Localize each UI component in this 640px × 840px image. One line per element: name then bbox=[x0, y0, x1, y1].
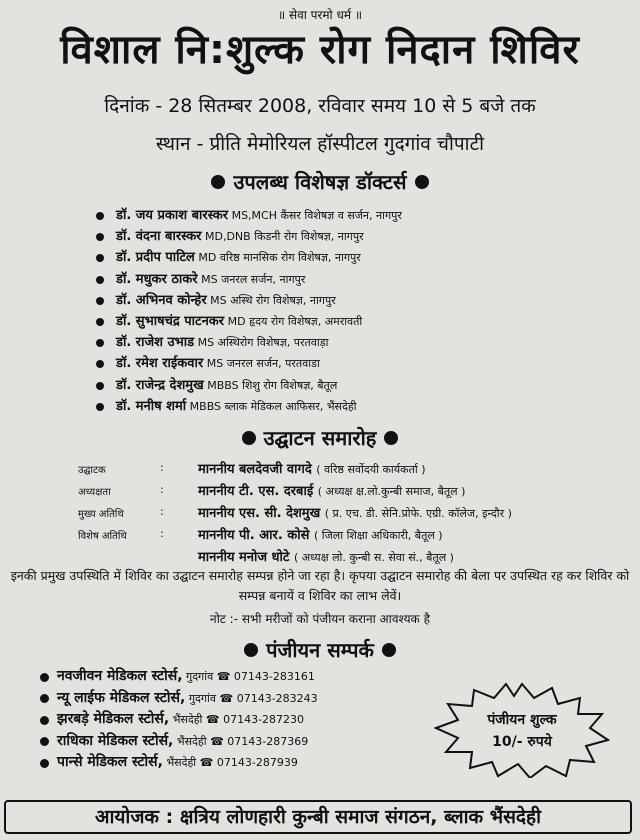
registration-note: नोट :- सभी मरीजों को पंजीयन कराना आवश्यक है bbox=[210, 612, 430, 626]
guest-name-text: माननीय बलदेवजी वागदे bbox=[198, 462, 312, 477]
guest-name bbox=[198, 481, 465, 499]
invitation-paragraph: इनकी प्रमुख उपस्थिति में शिविर का उद्घाटन समारोह सम्पन्न होने जा रहा है। कृपया उद्घाटन समारोह की बेला पर उपस्थित रह कर शिविर को सम्पन्न बनायें व शिविर का लाभ लेवें। bbox=[10, 568, 630, 603]
guest-role: मुख्य अतिथि bbox=[78, 509, 124, 520]
guest-row bbox=[78, 546, 638, 568]
guest-row bbox=[78, 524, 638, 546]
doctor-name: डॉ. जय प्रकाश बारस्कर bbox=[116, 208, 229, 223]
store-place: भैंसदेही bbox=[166, 756, 197, 769]
bullet-icon bbox=[382, 643, 396, 657]
bullet-icon bbox=[96, 339, 104, 347]
doctor-name: डॉ. मधुकर ठाकरे bbox=[116, 271, 198, 287]
store-phone: 07143-287369 bbox=[227, 734, 309, 748]
registration-heading bbox=[0, 636, 640, 663]
store-place: गुदगांव bbox=[188, 691, 217, 705]
guest-row bbox=[78, 480, 638, 502]
bullet-icon bbox=[96, 382, 104, 390]
guest-role: विशेष अतिथि bbox=[78, 531, 127, 542]
bullet-icon bbox=[96, 403, 104, 411]
date-line: दिनांक - 28 सितम्बर 2008, रविवार समय 10 से 5 बजे तक bbox=[104, 95, 536, 117]
guest-name-text: माननीय पी. आर. कोसे bbox=[198, 528, 310, 543]
doctor-detail: MS अस्थिरोग विशेषज्ञ, परतवाड़ा bbox=[197, 336, 329, 350]
store-place: भैंसदेही bbox=[176, 734, 207, 748]
store-list bbox=[40, 666, 460, 774]
doctor-item bbox=[96, 332, 636, 353]
poster-title: विशाल नि:शुल्क रोग निदान शिविर bbox=[60, 27, 580, 73]
doctor-name: डॉ. सुभाषचंद्र पाटनकर bbox=[116, 313, 225, 329]
bullet-icon bbox=[40, 694, 49, 703]
fee-badge bbox=[434, 682, 610, 778]
store-item bbox=[40, 688, 460, 710]
store-item bbox=[40, 752, 460, 774]
store-item bbox=[40, 709, 460, 731]
doctor-item bbox=[96, 247, 636, 268]
bullet-icon bbox=[415, 175, 429, 189]
phone-icon: ☎ bbox=[219, 691, 234, 705]
inauguration-heading bbox=[0, 424, 640, 451]
doctor-detail: MD,DNB किडनी रोग विशेषज्ञ, नागपुर bbox=[205, 230, 364, 244]
store-place: गुदगांव bbox=[186, 670, 214, 683]
doctor-item bbox=[96, 226, 636, 247]
inauguration-list bbox=[78, 458, 638, 568]
guest-row bbox=[78, 502, 638, 524]
store-place: भैंसदेही bbox=[172, 713, 203, 726]
phone-icon: ☎ bbox=[210, 734, 224, 748]
doctor-item bbox=[96, 375, 636, 396]
store-name: झरबड़े मेडिकल स्टोर्स, bbox=[57, 711, 170, 727]
bullet-icon bbox=[96, 254, 104, 262]
guest-detail: ( जिला शिक्षा अधिकारी, बैतूल ) bbox=[313, 529, 443, 542]
doctor-detail: MD वरिष्ठ मानसिक रोग विशेषज्ञ, नागपुर bbox=[198, 251, 361, 265]
store-phone: 07143-287939 bbox=[216, 756, 298, 769]
bullet-icon bbox=[242, 431, 256, 445]
guest-name-text: माननीय एस. सी. देशमुख bbox=[198, 506, 321, 521]
fee-amount: 10/- रुपये bbox=[492, 734, 552, 750]
bullet-icon bbox=[96, 276, 104, 284]
guest-detail: ( प्र. एच. डी. सेनि.प्रोफे. एग्री. कॉलेज, इन्दौर ) bbox=[324, 507, 512, 520]
guest-role: उद्घाटक bbox=[78, 465, 106, 476]
phone-icon: ☎ bbox=[216, 670, 231, 683]
doctor-detail: MBBS शिशु रोग विशेषज्ञ, बैतूल bbox=[207, 378, 338, 392]
store-item bbox=[40, 666, 460, 688]
doctor-item bbox=[96, 396, 636, 417]
doctor-name: डॉ. रमेश राईकवार bbox=[116, 356, 204, 372]
bullet-icon bbox=[96, 212, 104, 220]
store-name: नवजीवन मेडिकल स्टोर्स, bbox=[57, 668, 183, 684]
guest-name bbox=[198, 547, 454, 565]
venue-line: स्थान - प्रीति मेमोरियल हॉस्पीटल गुदगांव चौपाटी bbox=[155, 133, 485, 155]
guest-name-text: माननीय मनोज धोटे bbox=[198, 550, 290, 565]
colon: : bbox=[160, 527, 164, 540]
doctor-detail: MS,MCH कैंसर विशेषज्ञ व सर्जन, नागपुर bbox=[231, 209, 402, 222]
doctor-name: डॉ. अभिनव कोन्हेर bbox=[116, 292, 207, 308]
bullet-icon bbox=[40, 759, 49, 768]
doctor-name: डॉ. मनीष शर्मा bbox=[116, 398, 187, 414]
inauguration-heading-text: उद्घाटन समारोह bbox=[263, 426, 377, 450]
doctor-name: डॉ. वंदना बारस्कर bbox=[116, 229, 202, 245]
bullet-icon bbox=[384, 431, 398, 445]
fee-label: पंजीयन शुल्क bbox=[487, 712, 557, 728]
guest-detail: ( वरिष्ठ सर्वोदयी कार्यकर्ता ) bbox=[316, 463, 426, 476]
doctor-detail: MS जनरल सर्जन, परतवाडा bbox=[206, 357, 320, 371]
registration-heading-text: पंजीयन सम्पर्क bbox=[266, 638, 374, 662]
doctor-item bbox=[96, 205, 636, 226]
colon: : bbox=[160, 461, 164, 474]
bullet-icon bbox=[40, 716, 49, 725]
guest-detail: ( अध्यक्ष क्ष.लो.कुन्बी समाज, बैतूल ) bbox=[317, 485, 466, 498]
bullet-icon bbox=[96, 297, 104, 305]
guest-name bbox=[198, 459, 426, 477]
phone-icon: ☎ bbox=[199, 756, 214, 769]
colon: : bbox=[160, 483, 164, 496]
doctor-item bbox=[96, 290, 636, 311]
guest-name-text: माननीय टी. एस. दरबाई bbox=[198, 484, 314, 499]
colon: : bbox=[160, 505, 164, 518]
bullet-icon bbox=[40, 673, 49, 682]
guest-name bbox=[198, 503, 512, 521]
store-phone: 07143-283243 bbox=[236, 691, 318, 705]
doctor-name: डॉ. राजेश उभाड bbox=[116, 335, 195, 351]
doctor-list bbox=[96, 205, 636, 417]
bullet-icon bbox=[244, 643, 258, 657]
bullet-icon bbox=[96, 233, 104, 241]
doctor-item bbox=[96, 311, 636, 332]
motto: ॥ सेवा परमो धर्म ॥ bbox=[277, 8, 363, 22]
guest-detail: ( अध्यक्ष लो. कुन्बी स. सेवा सं., बैतूल ) bbox=[293, 551, 454, 564]
doctor-item bbox=[96, 353, 636, 374]
store-name: न्यू लाईफ मेडिकल स्टोर्स, bbox=[57, 689, 186, 706]
phone-icon: ☎ bbox=[205, 713, 220, 726]
doctor-item bbox=[96, 269, 636, 290]
doctors-heading-text: उपलब्ध विशेषज्ञ डॉक्टर्स bbox=[233, 170, 407, 194]
guest-role: अध्यक्षता bbox=[78, 487, 111, 498]
store-name: राधिका मेडिकल स्टोर्स, bbox=[57, 732, 174, 749]
bullet-icon bbox=[211, 175, 225, 189]
bullet-icon bbox=[40, 737, 49, 746]
doctor-detail: MD हृदय रोग विशेषज्ञ, अमरावती bbox=[227, 314, 363, 328]
doctor-name: डॉ. प्रदीप पाटिल bbox=[116, 250, 195, 266]
organizer-banner: आयोजक : क्षत्रिय लोणहारी कुन्बी समाज संगठन, ब्लाक भैंसदेही bbox=[4, 800, 632, 834]
doctors-heading bbox=[0, 168, 640, 195]
guest-row bbox=[78, 458, 638, 480]
doctor-name: डॉ. राजेन्द्र देशमुख bbox=[116, 377, 204, 393]
guest-name bbox=[198, 525, 443, 543]
starburst-icon bbox=[434, 682, 610, 778]
doctor-detail: MS जनरल सर्जन, नागपुर bbox=[201, 272, 306, 286]
bullet-icon bbox=[96, 318, 104, 326]
doctor-detail: MS अस्थि रोग विशेषज्ञ, नागपुर bbox=[210, 293, 336, 307]
doctor-detail: MBBS ब्लाक मेडिकल आफिसर, भैंसदेही bbox=[189, 399, 357, 413]
store-phone: 07143-287230 bbox=[223, 713, 305, 726]
store-item bbox=[40, 731, 460, 753]
store-phone: 07143-283161 bbox=[233, 670, 315, 683]
store-name: पान्से मेडिकल स्टोर्स, bbox=[57, 754, 163, 770]
bullet-icon bbox=[96, 360, 104, 368]
